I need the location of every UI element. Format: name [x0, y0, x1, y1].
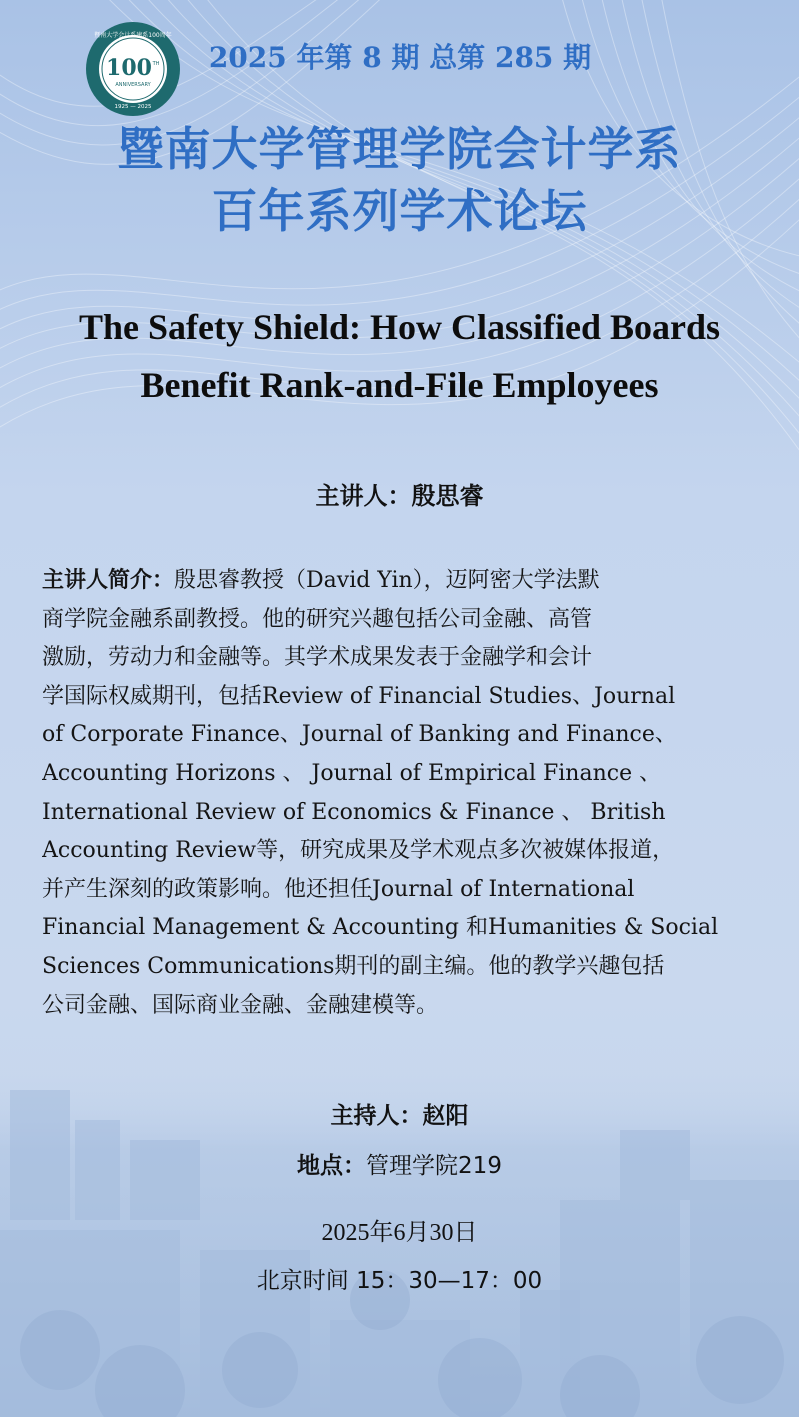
bio-line: Accounting Review等，研究成果及学术观点多次被媒体报道，: [42, 838, 675, 864]
bio-line: 公司金融、国际商业金融、金融建模等。: [42, 992, 439, 1018]
logo-years: 1925 — 2025: [114, 104, 152, 110]
speaker: [0, 476, 799, 511]
venue-label: 地点：: [297, 1153, 367, 1179]
forum-title-line1: 暨南大学管理学院会计学系: [117, 122, 682, 176]
bio-line: of Corporate Finance、Journal of Banking and Finance、: [42, 722, 677, 748]
anniversary-logo: [84, 20, 182, 118]
speaker-name: 殷思睿: [411, 482, 484, 510]
bio-line: 学国际权威期刊，包括Review of Financial Studies、Journal: [42, 683, 676, 709]
logo-anniversary: ANNIVERSARY: [115, 82, 151, 88]
talk-title-line1: The Safety Shield: How Classified Boards: [78, 307, 721, 347]
talk-title-line2: Benefit Rank-and-File Employees: [140, 365, 659, 405]
bio-text: 殷思睿教授（David Yin），迈阿密大学法默: [174, 568, 600, 593]
forum-title-line2: 百年系列学术论坛: [211, 184, 588, 238]
bio-line: Sciences Communications期刊的副主编。他的教学兴趣包括: [42, 953, 665, 979]
bio-line: Accounting Horizons 、 Journal of Empirical Finance 、: [42, 760, 662, 786]
speaker-label: 主讲人：: [315, 482, 412, 510]
host-name: 赵阳: [422, 1103, 469, 1129]
forum-title: [0, 118, 799, 242]
bio-line: 并产生深刻的政策影响。他还担任Journal of International: [42, 876, 635, 902]
event-date: 2025年6月30日: [321, 1220, 478, 1246]
venue: [0, 1147, 799, 1180]
bio-line: 商学院金融系副教授。他的研究兴趣包括公司金融、高管: [42, 606, 593, 632]
host-label: 主持人：: [330, 1103, 423, 1129]
issue-number: 2025 年第 8 期 总第 285 期: [208, 41, 592, 74]
bio-line: 激励，劳动力和金融等。其学术成果发表于金融学和会计: [42, 645, 593, 671]
logo-th: TH: [152, 61, 160, 67]
bio-line: International Review of Economics & Finance 、 British: [42, 799, 666, 825]
speaker-bio: [42, 562, 742, 1025]
event-time: 北京时间 15：30—17：00: [256, 1268, 543, 1294]
logo-arc-text: 暨南大学会计系建系100周年: [94, 32, 172, 39]
host: [0, 1097, 799, 1130]
bio-line: [42, 562, 742, 601]
bio-line: Financial Management & Accounting 和Humanities & Social: [42, 915, 719, 941]
venue-value: 管理学院219: [366, 1153, 502, 1179]
talk-title: [0, 298, 799, 414]
logo-number: 100: [106, 55, 152, 81]
bio-label: 主讲人简介：: [42, 568, 175, 593]
